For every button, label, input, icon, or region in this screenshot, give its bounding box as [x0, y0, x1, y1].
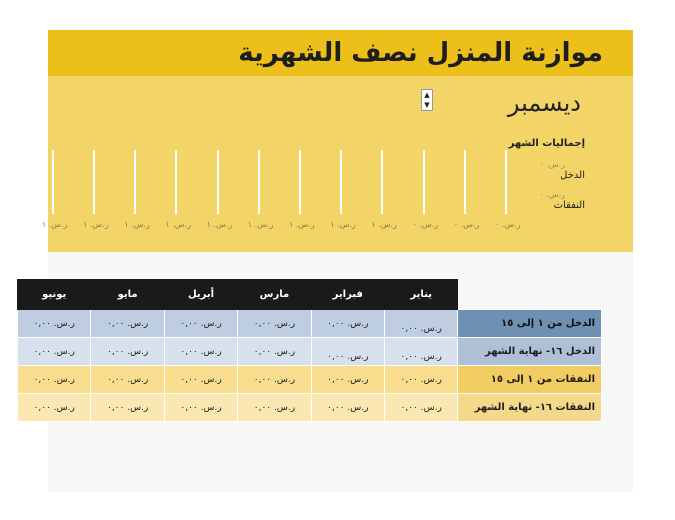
table-cell[interactable]: ر.س. ٠,٠٠	[385, 310, 458, 338]
table-cell[interactable]: ر.س. ٠,٠٠	[18, 310, 91, 338]
row-label: النفقات من ١ إلى ١٥	[458, 366, 602, 394]
chart-bar	[381, 150, 383, 214]
table-cell[interactable]: ر.س. ٠,٠٠	[385, 338, 458, 366]
column-header: مايو	[91, 280, 164, 310]
column-header: يناير	[385, 280, 458, 310]
column-header: أبريل	[164, 280, 237, 310]
table-header-row	[18, 280, 602, 310]
chart-bar	[340, 150, 342, 214]
chart-tick-label: ر.س. ١	[41, 220, 68, 229]
chart-tick-label: ر.س. ١	[371, 220, 397, 229]
table-cell[interactable]: ر.س. ٠,٠٠	[311, 338, 384, 366]
column-header: مارس	[238, 280, 311, 310]
table-cell[interactable]: ر.س. ٠,٠٠	[311, 394, 384, 422]
table-cell[interactable]: ر.س. ٠,٠٠	[238, 366, 311, 394]
chart-bar	[134, 150, 136, 214]
table-row	[18, 366, 602, 394]
row-label: الدخل ١٦- نهاية الشهر	[458, 338, 602, 366]
spinner-down-icon[interactable]: ▼	[424, 101, 430, 109]
column-header: فبراير	[311, 280, 384, 310]
expenses-total-value: ر.س. ٠	[539, 190, 565, 199]
table-row	[18, 338, 602, 366]
table-cell[interactable]: ر.س. ٠,٠٠	[385, 366, 458, 394]
summary-band	[41, 76, 633, 252]
table-cell[interactable]: ر.س. ٠,٠٠	[311, 310, 384, 338]
header-blank-cell	[458, 280, 602, 310]
chart-bar	[52, 150, 54, 214]
income-total-value: ر.س. ٠	[539, 160, 565, 169]
table-cell[interactable]: ر.س. ٠,٠٠	[311, 366, 384, 394]
table-cell[interactable]: ر.س. ٠,٠٠	[164, 310, 237, 338]
table-cell[interactable]: ر.س. ٠,٠٠	[91, 310, 164, 338]
table-cell[interactable]: ر.س. ٠,٠٠	[238, 394, 311, 422]
chart-tick-label: ر.س. ٠	[453, 220, 480, 229]
chart-tick-label: ر.س. ١	[330, 220, 356, 229]
chart-bar	[93, 150, 95, 214]
chart-tick-label: ر.س. ١	[83, 220, 109, 229]
chart-tick-label: ر.س. ١	[247, 220, 274, 229]
table-cell[interactable]: ر.س. ٠,٠٠	[18, 338, 91, 366]
table-row	[18, 310, 602, 338]
table-cell[interactable]: ر.س. ٠,٠٠	[238, 310, 311, 338]
expenses-total-label: النفقات	[553, 200, 585, 211]
chart-bar	[464, 150, 466, 214]
row-label: الدخل من ١ إلى ١٥	[458, 310, 602, 338]
month-selector-value[interactable]: ديسمبر	[507, 89, 581, 117]
table-cell[interactable]: ر.س. ٠,٠٠	[91, 366, 164, 394]
table-row	[18, 394, 602, 422]
chart-bar	[423, 150, 425, 214]
table-cell[interactable]: ر.س. ٠,٠٠	[385, 394, 458, 422]
table-cell[interactable]: ر.س. ٠,٠٠	[164, 366, 237, 394]
chart-bar	[299, 150, 301, 214]
table-cell[interactable]: ر.س. ٠,٠٠	[91, 338, 164, 366]
table-cell[interactable]: ر.س. ٠,٠٠	[18, 366, 91, 394]
chart-bar	[217, 150, 219, 214]
column-header: يونيو	[18, 280, 91, 310]
chart-bar	[505, 150, 507, 214]
table-cell[interactable]: ر.س. ٠,٠٠	[91, 394, 164, 422]
worksheet	[33, 30, 633, 492]
chart-tick-label: ر.س. ٠	[412, 220, 439, 229]
chart-tick-label: ر.س. ١	[124, 220, 150, 229]
table-cell[interactable]: ر.س. ٠,٠٠	[238, 338, 311, 366]
table-cell[interactable]: ر.س. ٠,٠٠	[164, 394, 237, 422]
chart-tick-label: ر.س. ١	[165, 220, 191, 229]
spinner-up-icon[interactable]: ▲	[424, 91, 430, 99]
chart-bar	[258, 150, 260, 214]
income-total-label: الدخل	[560, 170, 585, 181]
budget-table	[17, 279, 602, 422]
chart-bar	[175, 150, 177, 214]
row-label: النفقات ١٦- نهاية الشهر	[458, 394, 602, 422]
month-spinner[interactable]	[421, 89, 433, 111]
chart-tick-label: ر.س. ١	[206, 220, 233, 229]
chart-tick-label: ر.س. ٠	[495, 220, 521, 229]
page-title: موازنة المنزل نصف الشهرية	[238, 38, 603, 68]
table-cell[interactable]: ر.س. ٠,٠٠	[18, 394, 91, 422]
chart-tick-label: ر.س. ١	[289, 220, 315, 229]
table-cell[interactable]: ر.س. ٠,٠٠	[164, 338, 237, 366]
title-band	[48, 30, 633, 76]
month-totals-heading: إجماليات الشهر	[508, 138, 585, 149]
